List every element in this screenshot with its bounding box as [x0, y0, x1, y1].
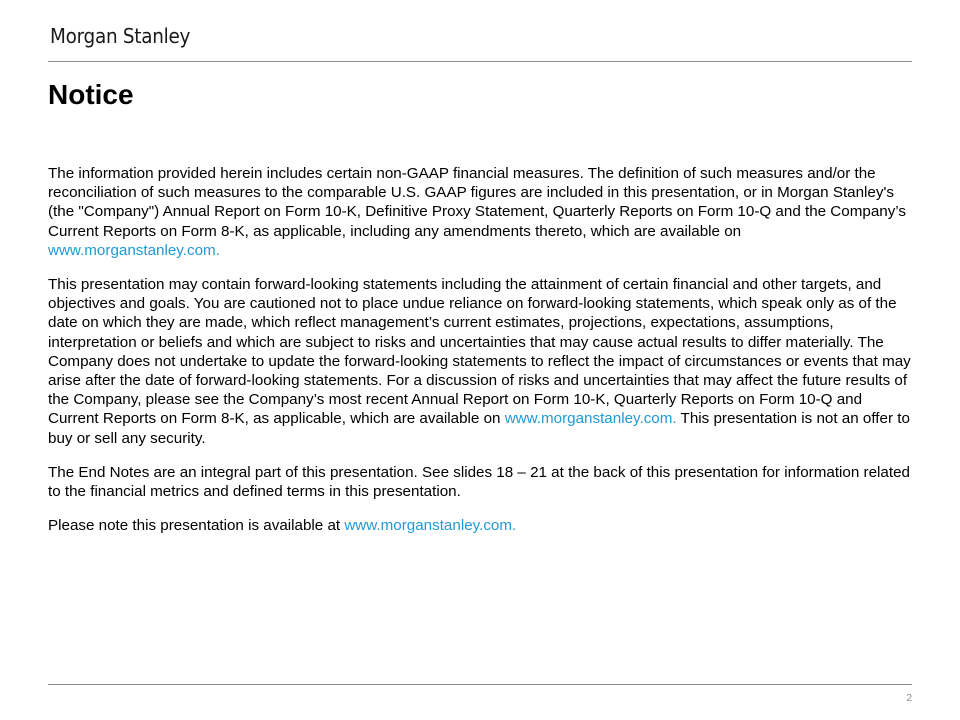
page-number: 2	[906, 693, 912, 704]
paragraph-forward-looking-text-after: This presentation is not an offer to buy or sell any security.	[48, 410, 910, 447]
paragraph-non-gaap	[48, 164, 914, 260]
paragraph-availability-text: Please note this presentation is available at	[48, 517, 345, 535]
paragraph-end-notes-text: The End Notes are an integral part of this presentation. See slides 18 – 21 at the back of this presentation for information related to the financial metrics and defined terms in this presentation.	[48, 463, 910, 501]
paragraph-forward-looking-text: This presentation may contain forward-looking statements including the attainment of certain financial and other targets, and objectives and goals. You are cautioned not to place undue reliance on forward-looking statements, which speak only as of the date on which they are made, which reflect management’s current estimates, projections, expectations, assumptions, interpretation or beliefs and which are subject to risks and uncertainties that may cause actual results to differ materially. The Company does not undertake to update the forward-looking statements to reflect the impact of circumstances or events that may arise after the date of forward-looking statements. For a discussion of risks and uncertainties that may affect the future results of the Company, please see the Company’s most recent Annual Report on Form 10-K, Quarterly Reports on Form 10-Q and Current Reports on Form 8-K, as applicable, which are available on	[48, 276, 911, 428]
paragraph-forward-looking	[48, 275, 914, 448]
footer-divider	[48, 684, 912, 685]
morgan-stanley-logo: Morgan Stanley	[50, 24, 191, 48]
notice-body	[48, 164, 914, 550]
page-title: Notice	[48, 79, 134, 110]
website-link[interactable]: www.morganstanley.com.	[504, 410, 677, 428]
website-link[interactable]: www.morganstanley.com.	[48, 241, 220, 259]
header-divider	[48, 61, 912, 62]
paragraph-non-gaap-text: The information provided herein includes certain non-GAAP financial measures. The definition of such measures and/or the reconciliation of such measures to the comparable U.S. GAAP figures are included in this presentation, or in Morgan Stanley's (the "Company") Annual Report on Form 10-K, Definitive Proxy Statement, Quarterly Reports on Form 10-Q and the Company’s Current Reports on Form 8-K, as applicable, including any amendments thereto, which are available on	[48, 165, 907, 240]
paragraph-availability	[48, 516, 914, 535]
paragraph-end-notes	[48, 463, 914, 501]
website-link[interactable]: www.morganstanley.com.	[344, 517, 517, 535]
